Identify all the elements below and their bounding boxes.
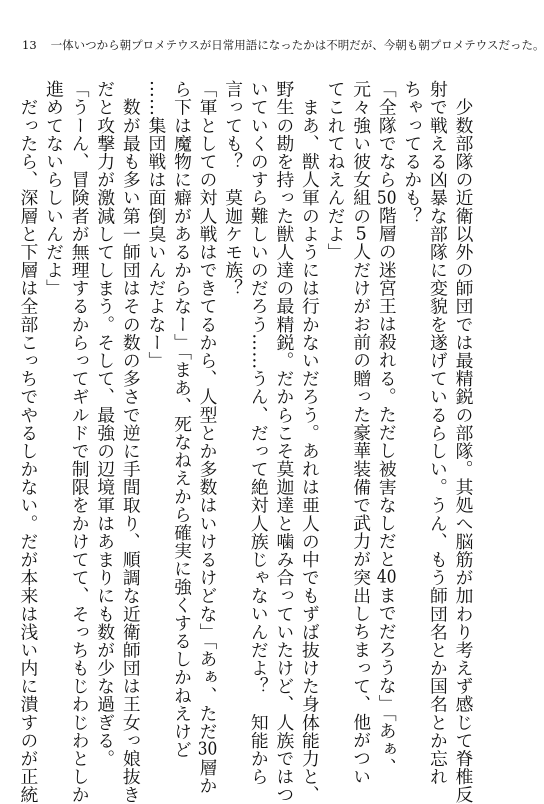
page-number: 13 [22,38,37,52]
text-line: だったら、深層と下層は全部こっちでやるしかない。だが本来は浅い内に潰すのが正統 [17,80,39,804]
running-head: 一体いつから朝プロメテウスが日常用語になったかは不明だが、今朝も朝プロメテウスだった。 [50,38,544,52]
page-header [22,38,544,52]
text-line: ……集団戦は面倒臭いんだよなー」 [145,80,167,370]
text-line: 少数部隊の近衛以外の師団では最精鋭の部隊。其処へ脳筋が加わり考えず感じて脊椎反 [453,80,474,804]
text-line: ら下は魔物に癖があるからなー」「まあ、死なねえから確実に強くするしかねえけど [171,80,193,759]
text-line: ちゃってるかも？ [401,80,423,225]
text-line: 野生の勘を持った獣人達の最精鋭。だからこそ莫迦達と噛み合っていたけど、人族ではつ [273,80,295,804]
text-line: 「全隊でなら50階層の迷宮王は殺れる。ただし被害なしだと40までだろうな」「あぁ、 [376,80,398,777]
text-line: てこれてねえんだよ」 [325,80,347,261]
text-line: 「軍としての対人戦はできてるから、人型とか多数はいけるけどな」「あぁ、ただ30層か [197,80,219,795]
text-line: いていくのすら難しいのだろう……うん、だって絶対人族じゃないんだよ？ 知能から [248,80,270,786]
text-line: 数が最も多い第一師団はその数の多さで逆に手間取り、順調な近衛師団は王女っ娘抜き [120,80,142,804]
vertical-body-text [17,80,476,804]
text-line: だと攻撃力が激減してしまう。そして、最強の辺境軍はあまりにも数が少な過ぎる。 [94,80,116,768]
text-line: 言っても？ 莫迦ケモ族？ [222,80,244,298]
text-line: 進めてないらしいんだよ」 [43,80,65,298]
text-line: 元々強い彼女組の5人だけがお前の贈った豪華装備で武力が突出しちまって、他がつい [350,80,372,786]
text-line: 射で戦える凶暴な部隊に変貌を遂げているらしい。うん、もう師団名とか国名とか忘れ [427,80,449,786]
text-line: 「うーん、冒険者が無理するからってギルドで制限をかけてて、そっちもじわじわとしか [69,80,91,804]
text-line: まあ、獣人軍のようには行かないだろう。あれは亜人の中でもずば抜けた身体能力と、 [299,80,321,804]
